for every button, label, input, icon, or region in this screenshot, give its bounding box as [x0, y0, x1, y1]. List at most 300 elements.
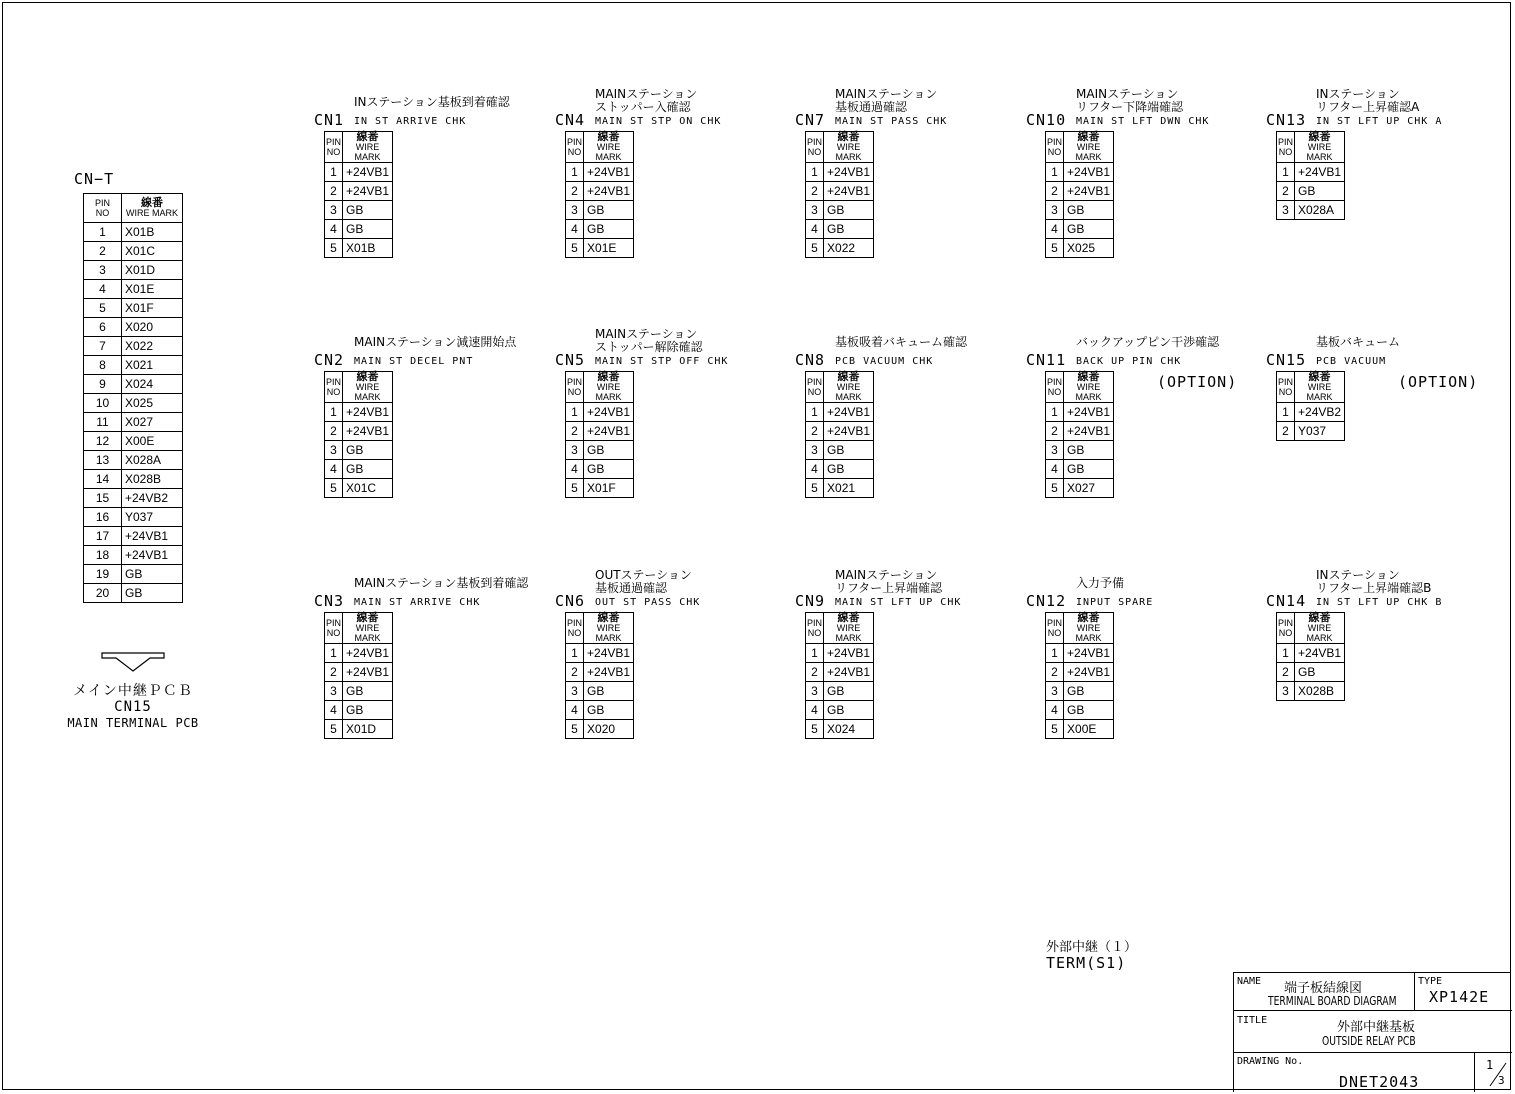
wire-cell: +24VB1: [343, 182, 393, 201]
table-row: [84, 489, 183, 508]
wire-cell: Y037: [1295, 422, 1345, 441]
pin-cell: 2: [806, 182, 824, 201]
pin-no-header: [325, 372, 343, 403]
table-row: [1277, 422, 1345, 441]
table-row: [1046, 644, 1114, 663]
pin-header-top: PIN: [567, 137, 583, 147]
pin-cell: 1: [325, 403, 343, 422]
wire-cell: GB: [824, 441, 874, 460]
wire-cell: X01D: [122, 261, 183, 280]
wire-header-bottom: WIRE MARK: [354, 382, 381, 402]
pin-header-top: PIN: [326, 137, 342, 147]
pin-table: [805, 371, 874, 498]
wire-cell: +24VB1: [824, 422, 874, 441]
wire-cell: GB: [584, 701, 634, 720]
wire-cell: X00E: [122, 432, 183, 451]
wire-cell: GB: [122, 584, 183, 603]
pin-header-bottom: NO: [567, 628, 582, 638]
pin-cell: 4: [1046, 701, 1064, 720]
wire-cell: +24VB1: [122, 546, 183, 565]
table-row: [806, 163, 874, 182]
table-row: [566, 403, 634, 422]
wire-cell: +24VB1: [343, 644, 393, 663]
wire-header-top: 線番: [837, 612, 860, 624]
pin-cell: 1: [325, 163, 343, 182]
wire-cell: +24VB1: [824, 163, 874, 182]
table-row: [84, 451, 183, 470]
pin-header-top: PIN: [567, 377, 583, 387]
table-row: [84, 413, 183, 432]
wire-cell: X01B: [343, 239, 393, 258]
wire-mark-header: [1064, 132, 1114, 163]
pin-cell: 5: [1046, 720, 1064, 739]
wire-mark-header: [824, 372, 874, 403]
wire-cell: +24VB1: [1064, 663, 1114, 682]
table-row: [566, 220, 634, 239]
wire-header-top: 線番: [1077, 131, 1100, 143]
wire-header-top: 線番: [1308, 131, 1331, 143]
pin-header-bottom: NO: [567, 387, 582, 397]
title-jp: 外部中継基板: [1337, 1020, 1416, 1035]
pin-header-bottom: NO: [326, 628, 341, 638]
connector-jp-title-2: リフター上昇確認A: [1316, 100, 1420, 114]
pin-table: [565, 371, 634, 498]
connector-id: CN6: [555, 592, 586, 610]
pin-no-header: [806, 372, 824, 403]
pin-header-bottom: NO: [567, 147, 582, 157]
drawing-value: DNET2043: [1339, 1073, 1420, 1091]
wire-cell: X01C: [122, 242, 183, 261]
table-row: [325, 403, 393, 422]
type-label: TYPE: [1418, 976, 1443, 987]
name-label: NAME: [1237, 976, 1262, 987]
header-row: [325, 132, 393, 163]
table-row: [1277, 403, 1345, 422]
connector-en-title: MAIN ST ARRIVE CHK: [354, 597, 481, 608]
connector-id: CN8: [795, 351, 826, 369]
wire-header-bottom: WIRE MARK: [1306, 382, 1333, 402]
connector-jp-title-1: MAINステーション: [835, 87, 938, 101]
wire-cell: GB: [343, 220, 393, 239]
wire-cell: X022: [824, 239, 874, 258]
pin-cell: 4: [325, 460, 343, 479]
pin-cell: 2: [1046, 422, 1064, 441]
wire-mark-header: [343, 372, 393, 403]
connector-en-title: MAIN ST STP ON CHK: [595, 116, 722, 127]
wire-cell: GB: [584, 460, 634, 479]
header-row: [325, 613, 393, 644]
pin-cell: 1: [1046, 644, 1064, 663]
connector-id: CN3: [314, 592, 345, 610]
connector-jp-title-1: OUTステーション: [595, 568, 692, 582]
pin-header-top: PIN: [1047, 137, 1063, 147]
connector-id: CN15: [1266, 351, 1307, 369]
wire-cell: +24VB1: [584, 163, 634, 182]
wire-header-bottom: WIRE MARK: [1306, 623, 1333, 643]
pin-table: [565, 131, 634, 258]
pin-table: [1045, 371, 1114, 498]
wire-cell: GB: [343, 201, 393, 220]
connector-id: CN11: [1026, 351, 1067, 369]
wire-cell: X01F: [122, 299, 183, 318]
option-label: (OPTION): [1157, 373, 1238, 391]
table-row: [806, 220, 874, 239]
pin-cell: 3: [566, 682, 584, 701]
wire-cell: +24VB1: [584, 663, 634, 682]
pin-cell: 9: [84, 375, 122, 394]
pin-header-bottom: NO: [1047, 387, 1062, 397]
wire-cell: Y037: [122, 508, 183, 527]
table-row: [806, 701, 874, 720]
wire-header-bottom: WIRE MARK: [354, 623, 381, 643]
connector-en-title: MAIN ST LFT DWN CHK: [1076, 116, 1210, 127]
pin-no-header: [325, 132, 343, 163]
table-row: [84, 375, 183, 394]
table-row: [1046, 682, 1114, 701]
table-row: [1277, 644, 1345, 663]
connector-en-title: MAIN ST DECEL PNT: [354, 356, 474, 367]
wire-cell: GB: [122, 565, 183, 584]
wire-cell: GB: [824, 682, 874, 701]
wire-header-bottom: WIRE MARK: [835, 142, 862, 162]
connector-en-title: PCB VACUUM CHK: [835, 356, 934, 367]
pin-cell: 3: [325, 441, 343, 460]
table-row: [806, 422, 874, 441]
table-row: [325, 720, 393, 739]
table-row: [566, 239, 634, 258]
connector-jp-title-1: INステーション: [1316, 87, 1400, 101]
pin-header-bottom: NO: [1278, 628, 1293, 638]
wire-cell: +24VB1: [122, 527, 183, 546]
pin-cell: 5: [806, 479, 824, 498]
pin-no-header: [325, 613, 343, 644]
wire-header-top: 線番: [356, 371, 379, 383]
pin-cell: 2: [806, 663, 824, 682]
wire-cell: X025: [122, 394, 183, 413]
table-row: [1046, 720, 1114, 739]
connector-id: CN10: [1026, 111, 1067, 129]
table-row: [325, 163, 393, 182]
connector-jp-title-2: リフター上昇端確認B: [1316, 581, 1432, 595]
wire-cell: X00E: [1064, 720, 1114, 739]
wire-mark-header: [824, 613, 874, 644]
wire-cell: GB: [584, 220, 634, 239]
wire-cell: X01E: [122, 280, 183, 299]
table-row: [84, 432, 183, 451]
connector-jp-title-2: ストッパー入確認: [595, 100, 691, 114]
connector-en-title: IN ST LFT UP CHK B: [1316, 597, 1443, 608]
pin-header-top: PIN: [1047, 618, 1063, 628]
sheet-den: 3: [1498, 1074, 1506, 1087]
header-row: [566, 372, 634, 403]
pin-cell: 5: [566, 239, 584, 258]
cnt-label: CN−T: [74, 170, 115, 188]
table-row: [84, 394, 183, 413]
pin-cell: 5: [1046, 239, 1064, 258]
pin-header-top: PIN: [326, 377, 342, 387]
pin-header-top: PIN: [326, 618, 342, 628]
table-row: [1277, 163, 1345, 182]
wire-cell: X01D: [343, 720, 393, 739]
wire-cell: GB: [1064, 460, 1114, 479]
pin-no-header: [84, 194, 122, 223]
pin-no-header: [1046, 372, 1064, 403]
wire-cell: GB: [584, 682, 634, 701]
table-row: [325, 422, 393, 441]
table-row: [1046, 403, 1114, 422]
wire-cell: GB: [1064, 220, 1114, 239]
wire-cell: +24VB1: [1064, 182, 1114, 201]
pin-cell: 5: [566, 720, 584, 739]
table-row: [806, 479, 874, 498]
wire-mark-header: [584, 132, 634, 163]
wire-header-top: 線番: [597, 612, 620, 624]
table-row: [806, 201, 874, 220]
pin-header-bottom: NO: [807, 147, 822, 157]
pin-cell: 19: [84, 565, 122, 584]
wire-cell: GB: [824, 201, 874, 220]
wire-mark-header: [122, 194, 183, 223]
pin-cell: 2: [325, 663, 343, 682]
header-row: [1277, 132, 1345, 163]
sheet-num: 1: [1486, 1058, 1495, 1072]
table-row: [566, 441, 634, 460]
header-row: [84, 194, 183, 223]
table-row: [1277, 682, 1345, 701]
wire-header-top: 線番: [1077, 371, 1100, 383]
term-label: [1046, 940, 1137, 971]
table-row: [1046, 182, 1114, 201]
wire-header-top: 線番: [356, 131, 379, 143]
pin-table: [805, 612, 874, 739]
pin-no-header: [1046, 613, 1064, 644]
connector-jp-title-2: リフター下降端確認: [1076, 100, 1184, 114]
pin-cell: 1: [566, 403, 584, 422]
wire-cell: X021: [824, 479, 874, 498]
wire-header-bottom: WIRE MARK: [595, 623, 622, 643]
table-row: [325, 441, 393, 460]
header-row: [325, 372, 393, 403]
table-row: [1046, 163, 1114, 182]
pin-table: [324, 371, 393, 498]
pin-cell: 6: [84, 318, 122, 337]
connector-jp-title-2: MAINステーション減速開始点: [354, 335, 517, 349]
pin-header-top: PIN: [1278, 377, 1294, 387]
table-row: [1046, 479, 1114, 498]
term-en: TERM(S1): [1046, 954, 1127, 972]
wire-cell: +24VB1: [1064, 644, 1114, 663]
wire-header-bottom: WIRE MARK: [1075, 623, 1102, 643]
header-row: [806, 613, 874, 644]
wire-cell: GB: [824, 701, 874, 720]
pin-cell: 2: [566, 182, 584, 201]
pin-cell: 5: [84, 299, 122, 318]
wire-cell: GB: [1064, 701, 1114, 720]
connector-jp-title-2: 基板吸着バキューム確認: [835, 335, 968, 349]
table-row: [566, 644, 634, 663]
wire-cell: +24VB1: [343, 663, 393, 682]
wire-cell: +24VB1: [584, 422, 634, 441]
header-row: [566, 132, 634, 163]
wire-cell: +24VB1: [1064, 163, 1114, 182]
pin-cell: 1: [1046, 403, 1064, 422]
table-row: [1277, 201, 1345, 220]
wire-mark-header: [1064, 613, 1114, 644]
header-row: [1277, 613, 1345, 644]
wire-header-top: 線番: [1308, 371, 1331, 383]
pin-cell: 11: [84, 413, 122, 432]
table-row: [84, 280, 183, 299]
pin-cell: 3: [325, 682, 343, 701]
wire-cell: X027: [1064, 479, 1114, 498]
pin-header-bottom: NO: [95, 208, 110, 218]
pin-header-top: PIN: [1278, 137, 1294, 147]
pin-header-bottom: NO: [807, 628, 822, 638]
connector-jp-title-2: バックアップピン干渉確認: [1076, 335, 1220, 349]
wire-mark-header: [343, 613, 393, 644]
table-row: [84, 527, 183, 546]
pin-no-header: [566, 132, 584, 163]
cnt-table: [83, 193, 183, 603]
wire-header-bottom: WIRE MARK: [125, 208, 178, 218]
table-row: [806, 239, 874, 258]
pin-cell: 3: [806, 201, 824, 220]
table-row: [84, 242, 183, 261]
pin-cell: 7: [84, 337, 122, 356]
wire-header-bottom: WIRE MARK: [595, 382, 622, 402]
pin-cell: 4: [566, 460, 584, 479]
connector-jp-title-2: 基板通過確認: [595, 581, 668, 595]
connector-jp-title-2: 基板通過確認: [835, 100, 908, 114]
wire-cell: +24VB2: [1295, 403, 1345, 422]
wire-cell: X027: [122, 413, 183, 432]
pin-cell: 1: [806, 644, 824, 663]
pin-header-bottom: NO: [1278, 387, 1293, 397]
pin-cell: 1: [566, 163, 584, 182]
pin-cell: 3: [1046, 201, 1064, 220]
table-row: [84, 470, 183, 489]
connector-jp-title-2: ストッパー解除確認: [595, 340, 703, 354]
table-row: [84, 318, 183, 337]
pin-cell: 10: [84, 394, 122, 413]
wire-cell: X020: [584, 720, 634, 739]
wire-cell: X024: [122, 375, 183, 394]
pin-cell: 2: [1277, 422, 1295, 441]
wire-mark-header: [343, 132, 393, 163]
pin-cell: 3: [1046, 682, 1064, 701]
pin-header-top: PIN: [1278, 618, 1294, 628]
wire-cell: X028A: [122, 451, 183, 470]
pin-cell: 4: [325, 701, 343, 720]
wire-mark-header: [1064, 372, 1114, 403]
connector-jp-title-1: MAINステーション: [595, 87, 698, 101]
table-row: [806, 682, 874, 701]
pin-cell: 3: [566, 441, 584, 460]
connector-jp-title-2: MAINステーション基板到着確認: [354, 576, 529, 590]
wire-cell: X020: [122, 318, 183, 337]
pin-cell: 13: [84, 451, 122, 470]
table-row: [566, 720, 634, 739]
connector-en-title: MAIN ST STP OFF CHK: [595, 356, 729, 367]
table-row: [1046, 201, 1114, 220]
wire-cell: +24VB2: [122, 489, 183, 508]
table-row: [325, 644, 393, 663]
table-row: [84, 546, 183, 565]
wire-mark-header: [1295, 613, 1345, 644]
wire-mark-header: [824, 132, 874, 163]
wire-cell: GB: [584, 201, 634, 220]
table-row: [566, 663, 634, 682]
table-row: [84, 261, 183, 280]
cnt-dest-cn: CN15: [114, 699, 152, 715]
wire-cell: GB: [343, 701, 393, 720]
connector-id: CN5: [555, 351, 586, 369]
wire-cell: GB: [343, 460, 393, 479]
pin-cell: 5: [325, 239, 343, 258]
table-row: [325, 239, 393, 258]
wire-cell: GB: [1064, 441, 1114, 460]
connector-id: CN1: [314, 111, 345, 129]
header-row: [566, 613, 634, 644]
name-en: TERMINAL BOARD DIAGRAM: [1268, 994, 1397, 1008]
pin-cell: 4: [325, 220, 343, 239]
term-jp: 外部中継（１）: [1046, 940, 1138, 955]
pin-cell: 3: [1277, 201, 1295, 220]
pin-cell: 5: [806, 720, 824, 739]
title-en: OUTSIDE RELAY PCB: [1322, 1034, 1416, 1048]
pin-header-bottom: NO: [1047, 147, 1062, 157]
wire-header-top: 線番: [837, 131, 860, 143]
wire-header-top: 線番: [597, 371, 620, 383]
pin-cell: 4: [806, 460, 824, 479]
wire-cell: GB: [824, 460, 874, 479]
pin-cell: 1: [1277, 644, 1295, 663]
pin-no-header: [1046, 132, 1064, 163]
wire-header-top: 線番: [597, 131, 620, 143]
wire-cell: +24VB1: [343, 422, 393, 441]
table-row: [325, 682, 393, 701]
pin-cell: 20: [84, 584, 122, 603]
pin-cell: 8: [84, 356, 122, 375]
pin-header-bottom: NO: [1278, 147, 1293, 157]
wire-header-top: 線番: [356, 612, 379, 624]
table-row: [1277, 663, 1345, 682]
drawing-label: DRAWING No.: [1237, 1056, 1304, 1067]
pin-cell: 5: [325, 720, 343, 739]
pin-cell: 5: [325, 479, 343, 498]
pin-header-bottom: NO: [326, 387, 341, 397]
table-row: [325, 701, 393, 720]
table-row: [566, 201, 634, 220]
connector-en-title: OUT ST PASS CHK: [595, 597, 701, 608]
pin-no-header: [566, 372, 584, 403]
pin-cell: 3: [325, 201, 343, 220]
wire-cell: +24VB1: [824, 182, 874, 201]
sheet-number: [1486, 1059, 1510, 1089]
wire-header-bottom: WIRE MARK: [1306, 142, 1333, 162]
pin-cell: 1: [806, 163, 824, 182]
wire-cell: X028B: [1295, 682, 1345, 701]
pin-header-top: PIN: [807, 618, 823, 628]
wire-cell: X01C: [343, 479, 393, 498]
pin-cell: 2: [566, 663, 584, 682]
pin-header-top: PIN: [94, 198, 110, 208]
connector-en-title: IN ST LFT UP CHK A: [1316, 116, 1443, 127]
connector-en-title: BACK UP PIN CHK: [1076, 356, 1182, 367]
table-row: [566, 479, 634, 498]
wire-cell: X025: [1064, 239, 1114, 258]
pin-cell: 2: [566, 422, 584, 441]
